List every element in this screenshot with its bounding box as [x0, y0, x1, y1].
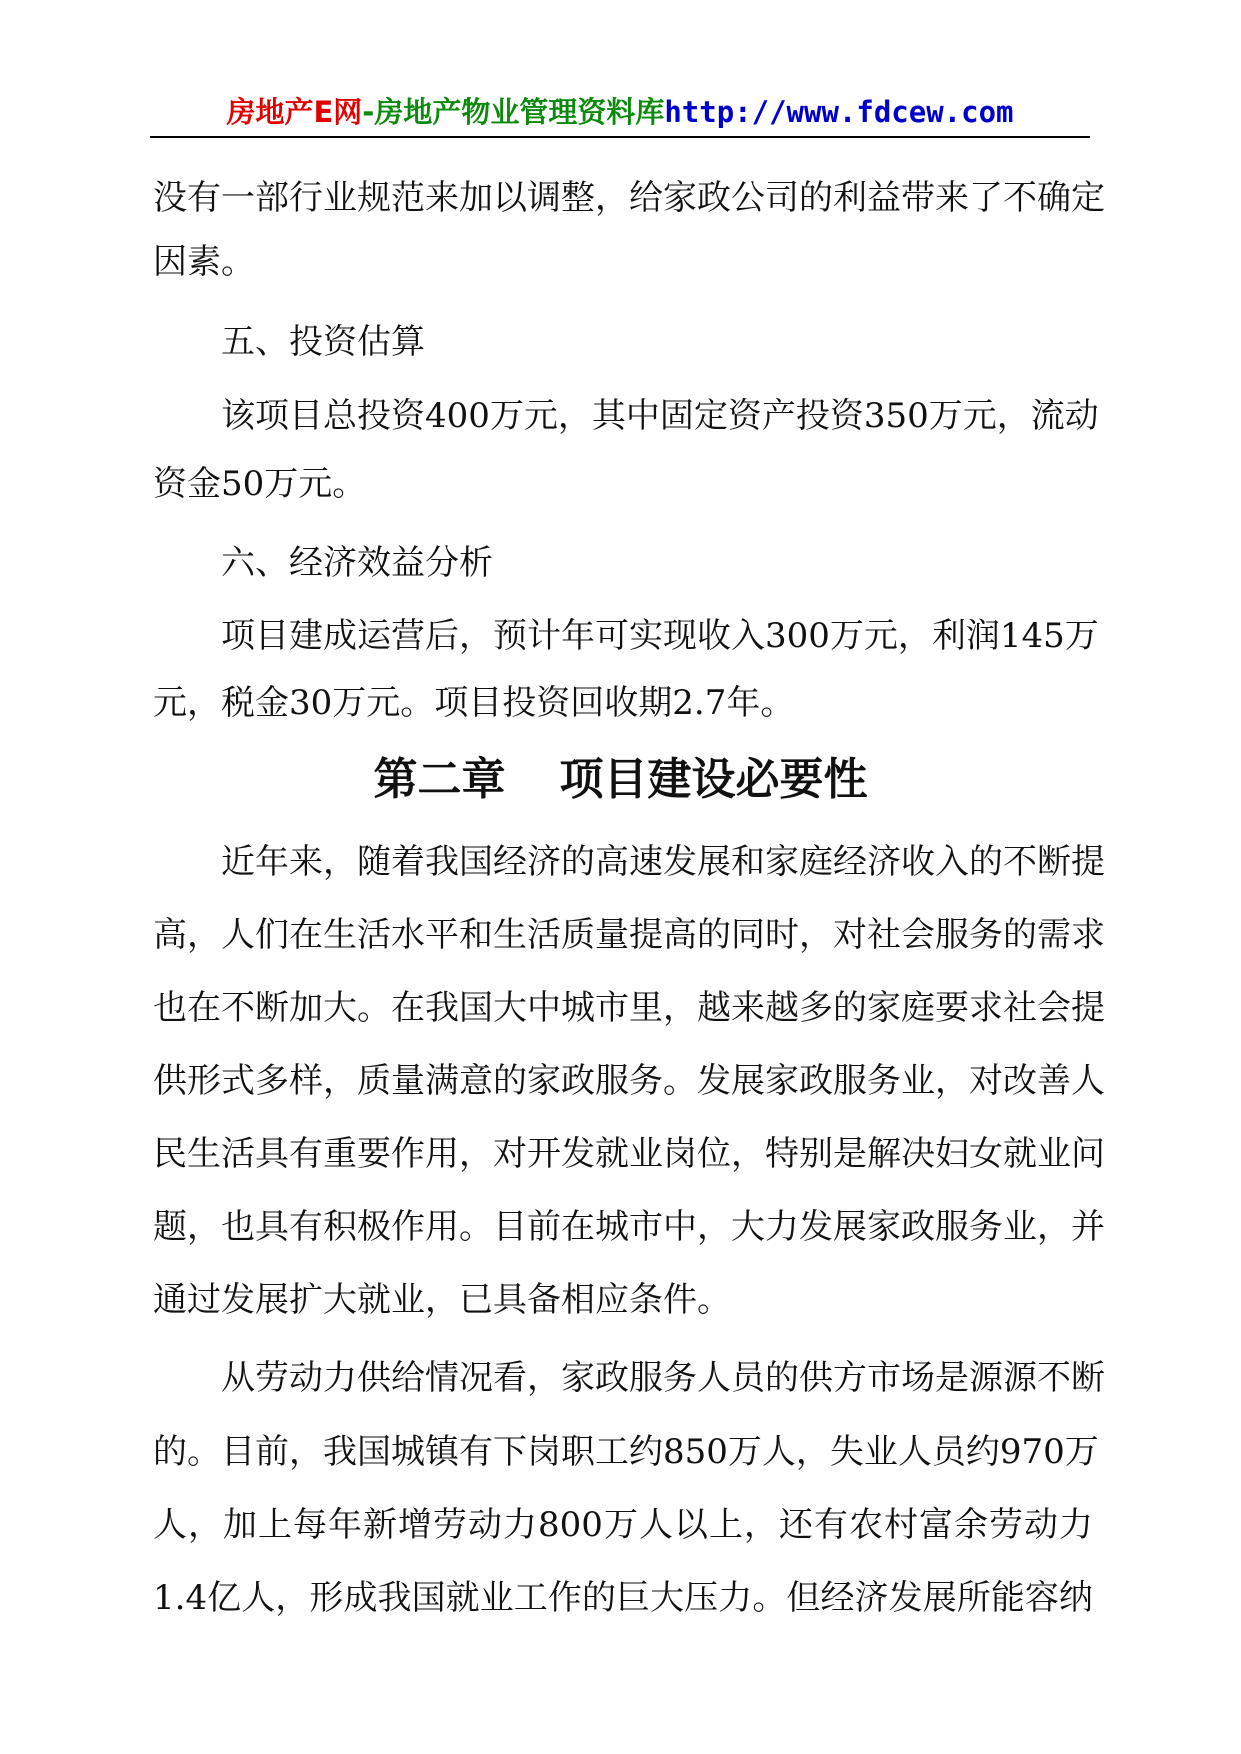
- paragraph-line: 从劳动力供给情况看，家政服务人员的供方市场是源源不断: [221, 1358, 1105, 1398]
- paragraph-line: 的。目前，我国城镇有下岗职工约850万人，失业人员约970万: [153, 1432, 1099, 1472]
- paragraph-line: 人，加上每年新增劳动力800万人以上，还有农村富余劳动力: [153, 1505, 1093, 1545]
- header-site-name: 房地产E网: [226, 95, 363, 129]
- paragraph-line: 没有一部行业规范来加以调整，给家政公司的利益带来了不确定: [153, 178, 1105, 218]
- paragraph-line: 题，也具有积极作用。目前在城市中，大力发展家政服务业，并: [153, 1207, 1105, 1247]
- paragraph-line: 民生活具有重要作用，对开发就业岗位，特别是解决妇女就业问: [153, 1134, 1105, 1174]
- section-heading-economic-benefit: 六、经济效益分析: [221, 543, 493, 583]
- header-separator: -: [362, 95, 375, 129]
- paragraph-line: 通过发展扩大就业，已具备相应条件。: [153, 1280, 731, 1320]
- section-heading-investment: 五、投资估算: [221, 322, 425, 362]
- paragraph-line: 供形式多样，质量满意的家政服务。发展家政服务业，对改善人: [153, 1061, 1105, 1101]
- paragraph-line: 也在不断加大。在我国大中城市里，越来越多的家庭要求社会提: [153, 988, 1105, 1028]
- paragraph-line: 近年来，随着我国经济的高速发展和家庭经济收入的不断提: [221, 842, 1105, 882]
- chapter-title: [0, 752, 1241, 808]
- paragraph-line: 项目建成运营后，预计年可实现收入300万元，利润145万: [221, 616, 1099, 656]
- paragraph-line: 1.4亿人，形成我国就业工作的巨大压力。但经济发展所能容纳: [153, 1578, 1093, 1618]
- chapter-number: 第二章: [373, 754, 506, 805]
- paragraph-line: 高，人们在生活水平和生活质量提高的同时，对社会服务的需求: [153, 915, 1105, 955]
- paragraph-line: 该项目总投资400万元，其中固定资产投资350万元，流动: [221, 396, 1099, 436]
- page-header: [150, 92, 1090, 138]
- chapter-title-text: 项目建设必要性: [559, 754, 868, 805]
- header-url-link[interactable]: http://www.fdcew.com: [664, 95, 1014, 129]
- header-library-name: 房地产物业管理资料库: [374, 95, 665, 129]
- paragraph-line: 因素。: [153, 242, 255, 282]
- paragraph-line: 资金50万元。: [153, 464, 367, 504]
- paragraph-line: 元，税金30万元。项目投资回收期2.7年。: [153, 683, 795, 723]
